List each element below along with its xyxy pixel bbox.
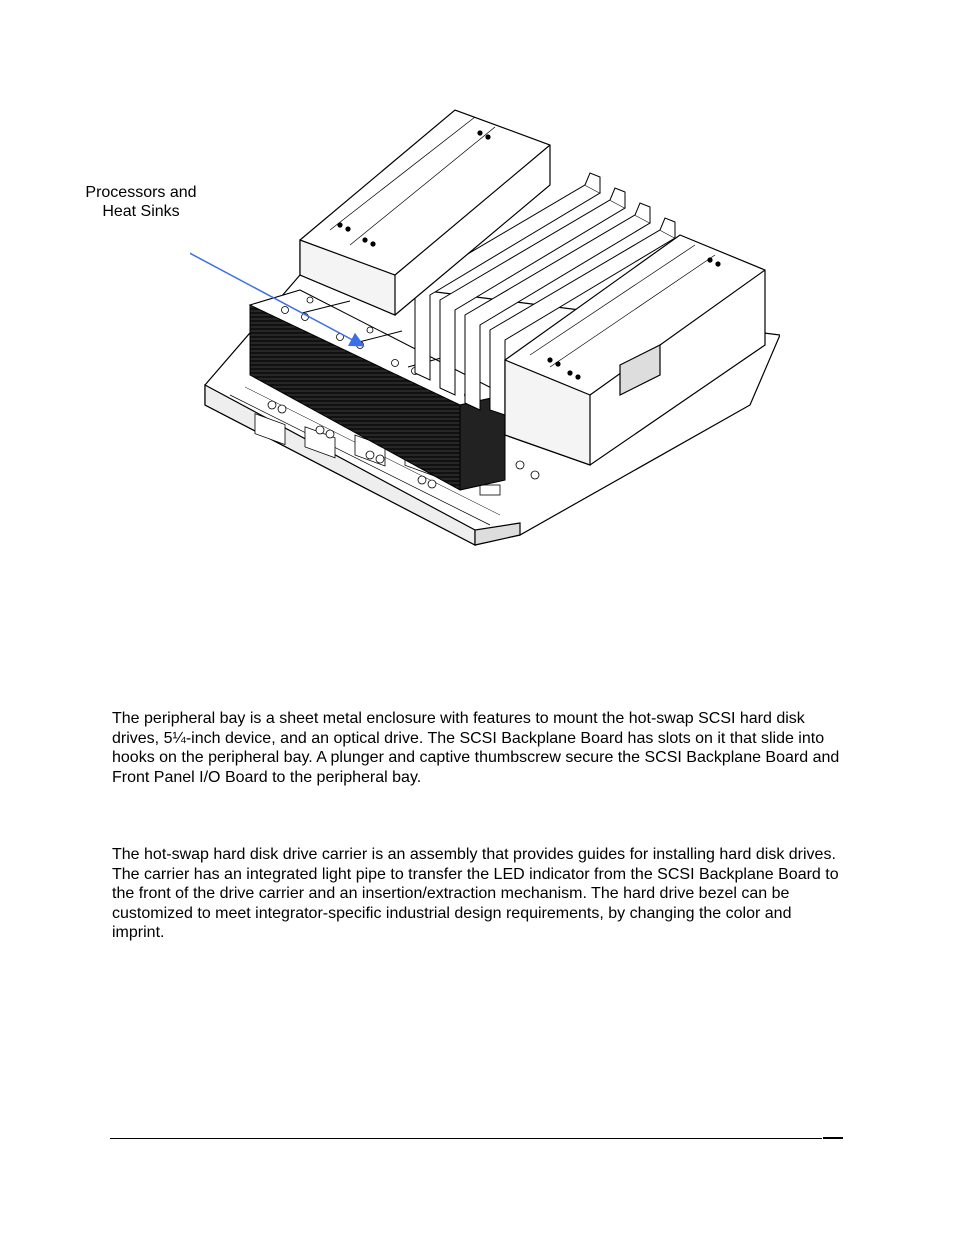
footer-mark xyxy=(823,1137,843,1139)
server-board-illustration xyxy=(190,105,780,560)
paragraph-peripheral-bay: The peripheral bay is a sheet metal enclosure with features to mount the hot-swap SCSI hard disk drives, 5¼-inch device, and an optical drive. The SCSI Backplane Board has slots on it that slide into hooks on the peripheral bay. A plunger and captive thumbscrew secure the SCSI Backplane Board and Front Panel I/O Board to the peripheral bay. xyxy=(112,710,840,786)
callout-line-2: Heat Sinks xyxy=(102,203,180,220)
footer-rule xyxy=(110,1138,822,1139)
paragraph-drive-carrier: The hot-swap hard disk drive carrier is an assembly that provides guides for installing hard disk drives. The carrier has an integrated light pipe to transfer the LED indicator from the SCSI Backplane Board to the front of the drive carrier and an insertion/extraction mechanism. The hard drive bezel can be customized to meet integrator-specific industrial design requirements, by changing the color and imprint. xyxy=(112,846,839,941)
drive-bay-rear xyxy=(300,110,550,315)
callout-line-1: Processors and xyxy=(85,184,197,201)
